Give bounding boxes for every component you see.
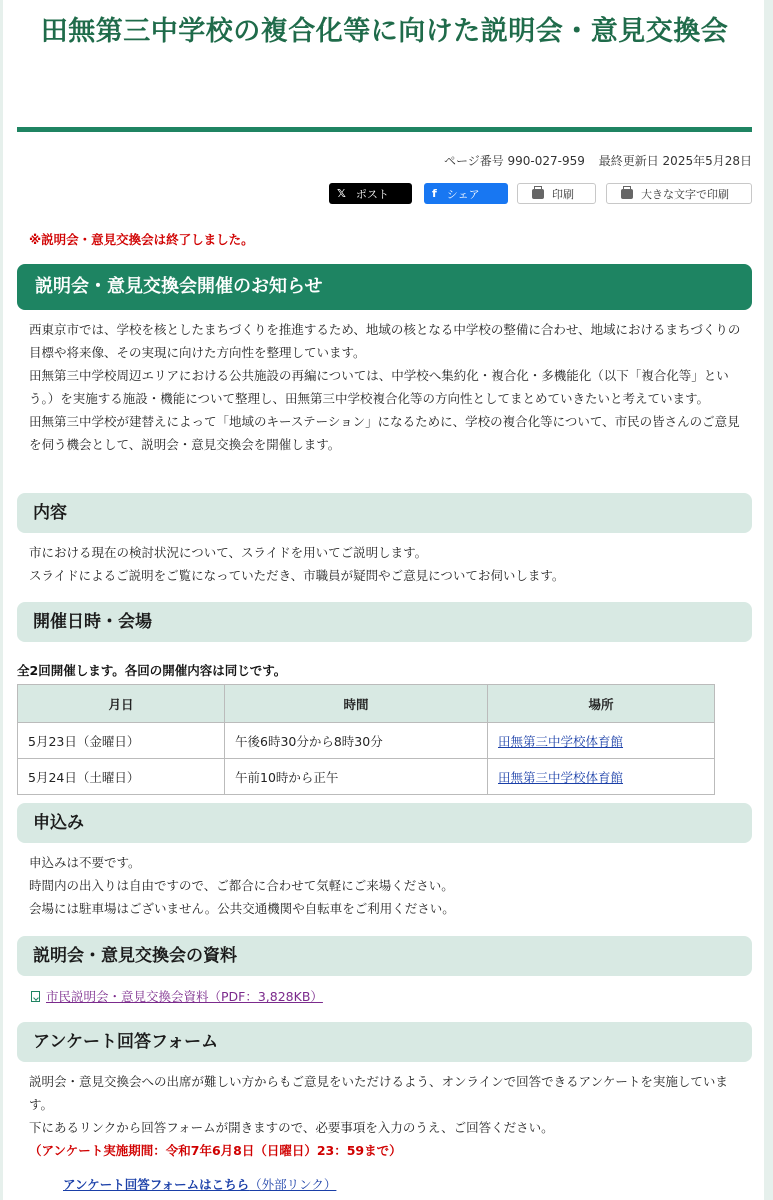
content-heading: 内容 <box>17 493 752 533</box>
venue-link[interactable]: 田無第三中学校体育館 <box>498 769 624 785</box>
materials-heading: 説明会・意見交換会の資料 <box>17 936 752 976</box>
survey-body <box>29 1070 744 1162</box>
apply-body <box>29 851 744 920</box>
large-print-label: 大きな文字で印刷 <box>641 187 729 201</box>
print-label: 印刷 <box>552 187 574 201</box>
content-paragraph: スライドによるご説明をご覧になっていただき、市職員が疑問やご意見についてお伺いします。 <box>29 568 565 583</box>
column-header-time: 時間 <box>225 685 488 723</box>
external-link-label: （外部リンク） <box>249 1177 337 1192</box>
table-header-row <box>18 685 715 723</box>
venue-link[interactable]: 田無第三中学校体育館 <box>498 733 624 749</box>
venue-cell <box>488 723 715 759</box>
date-cell: 5月24日（土曜日） <box>18 759 225 795</box>
download-icon <box>31 991 40 1002</box>
date-cell: 5月23日（金曜日） <box>18 723 225 759</box>
printer-icon <box>621 189 633 199</box>
page-meta <box>434 152 752 169</box>
large-print-button[interactable] <box>606 183 752 204</box>
schedule-note: 全2回開催します。各回の開催内容は同じです。 <box>17 663 287 678</box>
survey-paragraph: 下にあるリンクから回答フォームが開きますので、必要事項を入力のうえ、ご回答ください。 <box>29 1120 554 1135</box>
facebook-share-label: シェア <box>446 187 480 201</box>
schedule-heading: 開催日時・会場 <box>17 602 752 642</box>
time-cell: 午前10時から正午 <box>225 759 488 795</box>
facebook-share-button[interactable] <box>424 183 508 204</box>
facebook-logo-icon: f <box>432 187 437 200</box>
x-post-button[interactable] <box>329 183 412 204</box>
pdf-download-link[interactable] <box>31 987 323 1005</box>
print-button[interactable] <box>517 183 596 204</box>
pdf-link-label: 市民説明会・意見交換会資料（PDF：3,828KB） <box>46 989 323 1004</box>
notice-paragraph: 田無第三中学校が建替えによって「地域のキーステーション」になるために、学校の複合化等について、市民の皆さんのご意見を伺う機会として、説明会・意見交換会を開催します。 <box>29 414 740 452</box>
title-divider <box>17 127 752 132</box>
content-body <box>29 541 744 587</box>
content-paragraph: 市における現在の検討状況について、スライドを用いてご説明します。 <box>29 545 428 560</box>
survey-form-link[interactable] <box>63 1175 336 1193</box>
x-post-label: ポスト <box>355 187 389 201</box>
table-row <box>18 759 715 795</box>
time-cell: 午後6時30分から8時30分 <box>225 723 488 759</box>
survey-heading: アンケート回答フォーム <box>17 1022 752 1062</box>
survey-paragraph: 説明会・意見交換会への出席が難しい方からもご意見をいただけるよう、オンラインで回答できるアンケートを実施しています。 <box>29 1074 728 1112</box>
apply-paragraph: 申込みは不要です。 <box>29 855 141 870</box>
printer-icon <box>532 189 544 199</box>
apply-heading: 申込み <box>17 803 752 843</box>
notice-body <box>29 318 744 456</box>
notice-heading: 説明会・意見交換会開催のお知らせ <box>17 264 752 310</box>
notice-paragraph: 田無第三中学校周辺エリアにおける公共施設の再編については、中学校へ集約化・複合化・多機能化（以下「複合化等」という。）を実施する施設・機能について整理し、田無第三中学校複合化等の方向性としてまとめていきたいと考えています。 <box>29 368 729 406</box>
x-logo-icon: 𝕏 <box>337 187 346 200</box>
survey-period: （アンケート実施期間：令和7年6月8日（日曜日）23：59まで） <box>29 1143 402 1158</box>
schedule-table <box>17 684 715 795</box>
page-number: ページ番号 990-027-959 <box>443 154 585 168</box>
table-row <box>18 723 715 759</box>
column-header-venue: 場所 <box>488 685 715 723</box>
apply-paragraph: 時間内の出入りは自由ですので、ご都合に合わせて気軽にご来場ください。 <box>29 878 454 893</box>
survey-form-link-label: アンケート回答フォームはこちら <box>63 1177 250 1192</box>
notice-paragraph: 西東京市では、学校を核としたまちづくりを推進するため、地域の核となる中学校の整備に合わせ、地域におけるまちづくりの目標や将来像、その実現に向けた方向性を整理しています。 <box>29 322 741 360</box>
page-container <box>3 0 764 1200</box>
page-title: 田無第三中学校の複合化等に向けた説明会・意見交換会 <box>40 16 729 47</box>
column-header-date: 月日 <box>18 685 225 723</box>
apply-paragraph: 会場には駐車場はございません。公共交通機関や自転車をご利用ください。 <box>29 901 455 916</box>
ended-notice: ※説明会・意見交換会は終了しました。 <box>29 232 254 247</box>
venue-cell <box>488 759 715 795</box>
last-updated: 最終更新日 2025年5月28日 <box>598 154 752 168</box>
